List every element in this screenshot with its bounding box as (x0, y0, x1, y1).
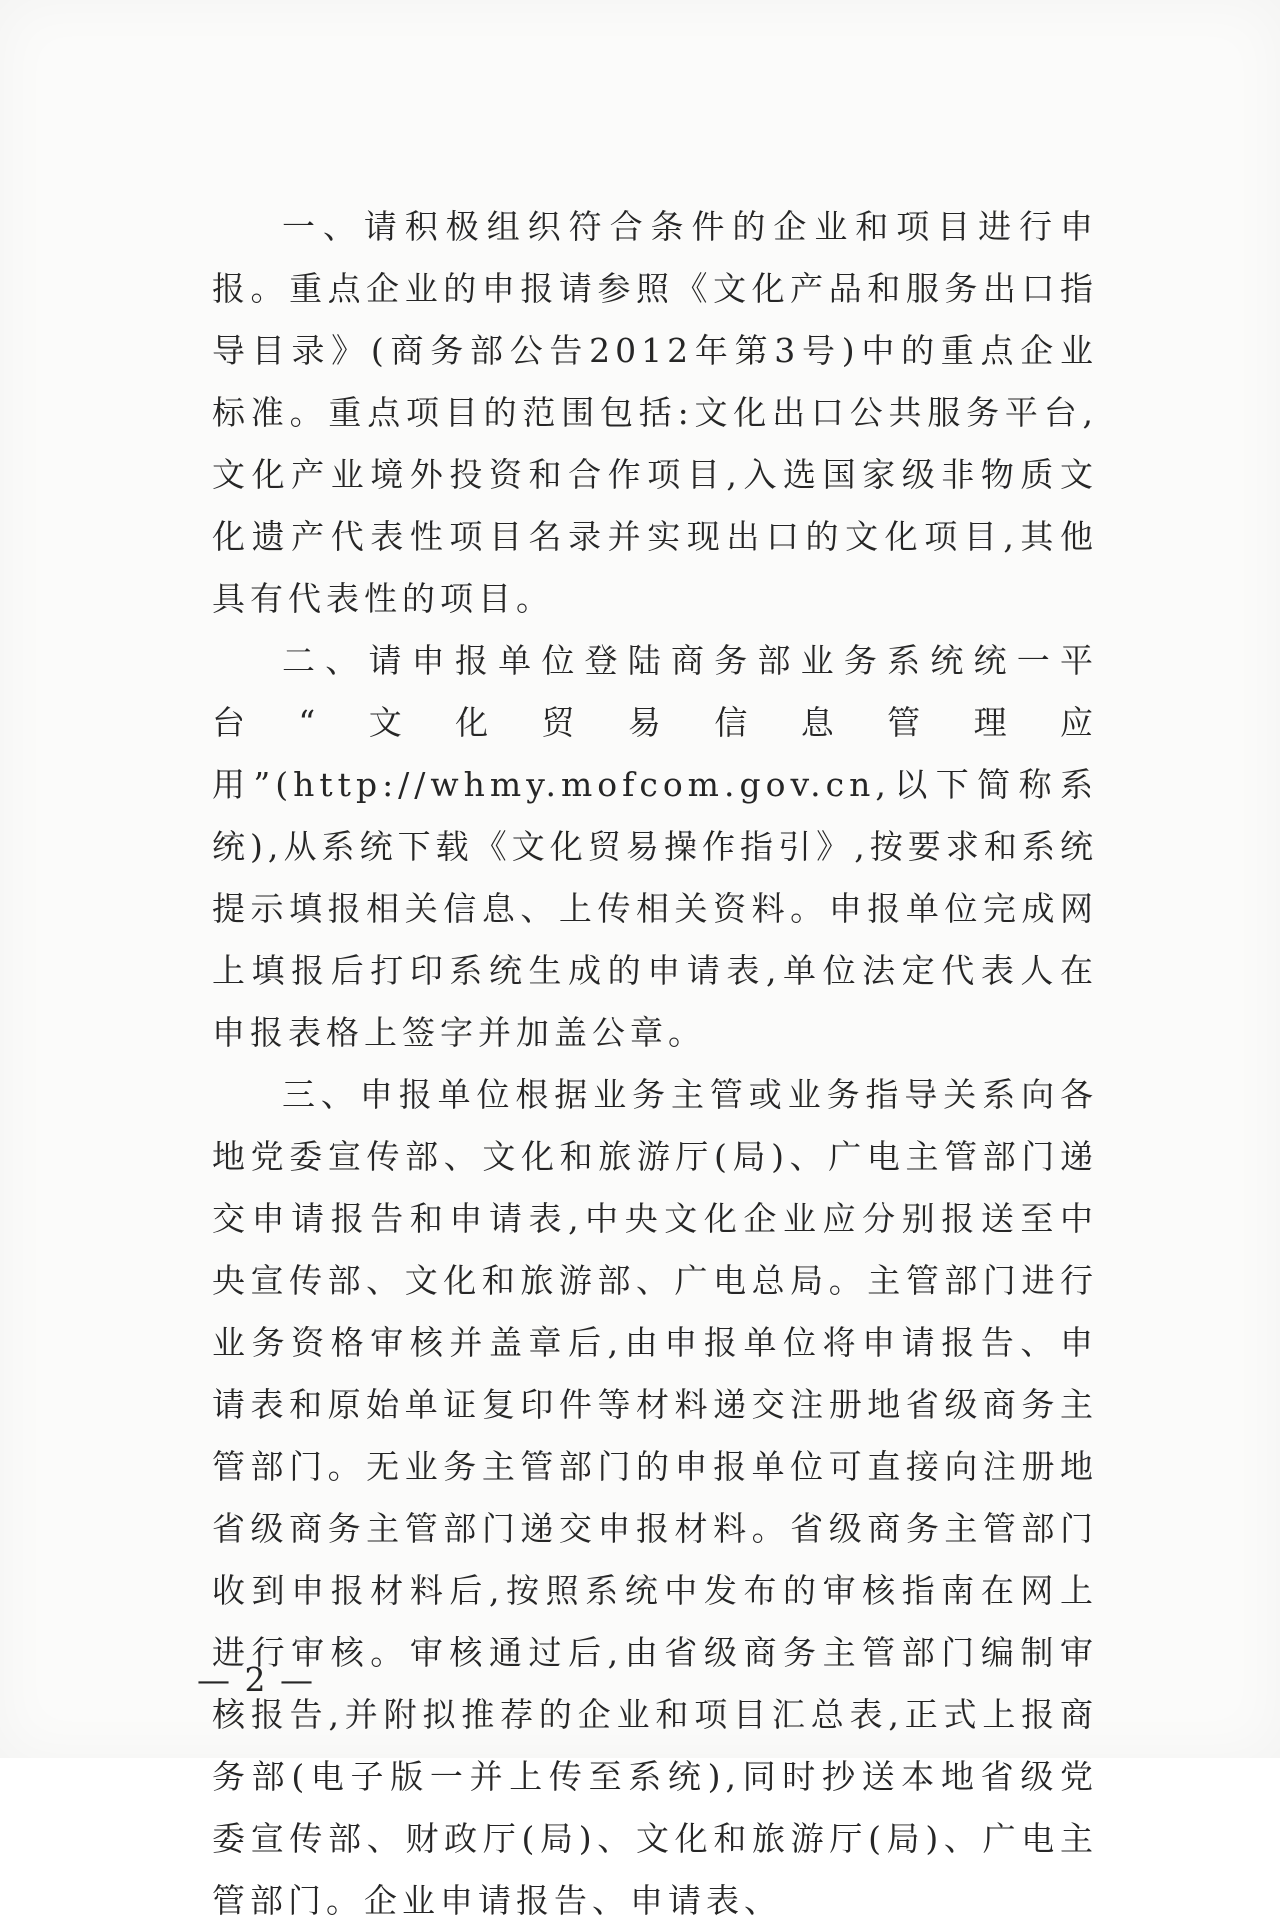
paragraph-one: 一、请积极组织符合条件的企业和项目进行申报。重点企业的申报请参照《文化产品和服务出口指导目录》(商务部公告2012年第3号)中的重点企业标准。重点项目的范围包括:文化出口公共服务平台,文化产业境外投资和合作项目,入选国家级非物质文化遗产代表性项目名录并实现出口的文化项目,其他具有代表性的项目。 (212, 207, 1098, 618)
document-body (212, 196, 1098, 1932)
paragraph-three: 三、申报单位根据业务主管或业务指导关系向各地党委宣传部、文化和旅游厅(局)、广电主管部门递交申请报告和申请表,中央文化企业应分别报送至中央宣传部、文化和旅游部、广电总局。主管部门进行业务资格审核并盖章后,由申报单位将申请报告、申请表和原始单证复印件等材料递交注册地省级商务主管部门。无业务主管部门的申报单位可直接向注册地省级商务主管部门递交申报材料。省级商务主管部门收到申报材料后,按照系统中发布的审核指南在网上进行审核。审核通过后,由省级商务主管部门编制审核报告,并附拟推荐的企业和项目汇总表,正式上报商务部(电子版一并上传至系统),同时抄送本地省级党委宣传部、财政厅(局)、文化和旅游厅(局)、广电主管部门。企业申请报告、申请表、 (212, 1075, 1098, 1920)
page-number: — 2 — (197, 1660, 315, 1699)
paragraph-two: 二、请申报单位登陆商务部业务系统统一平台“文化贸易信息管理应用”(http://whmy.mofcom.gov.cn,以下简称系统),从系统下载《文化贸易操作指引》,按要求和系统提示填报相关信息、上传相关资料。申报单位完成网上填报后打印系统生成的申请表,单位法定代表人在申报表格上签字并加盖公章。 (212, 641, 1098, 1052)
